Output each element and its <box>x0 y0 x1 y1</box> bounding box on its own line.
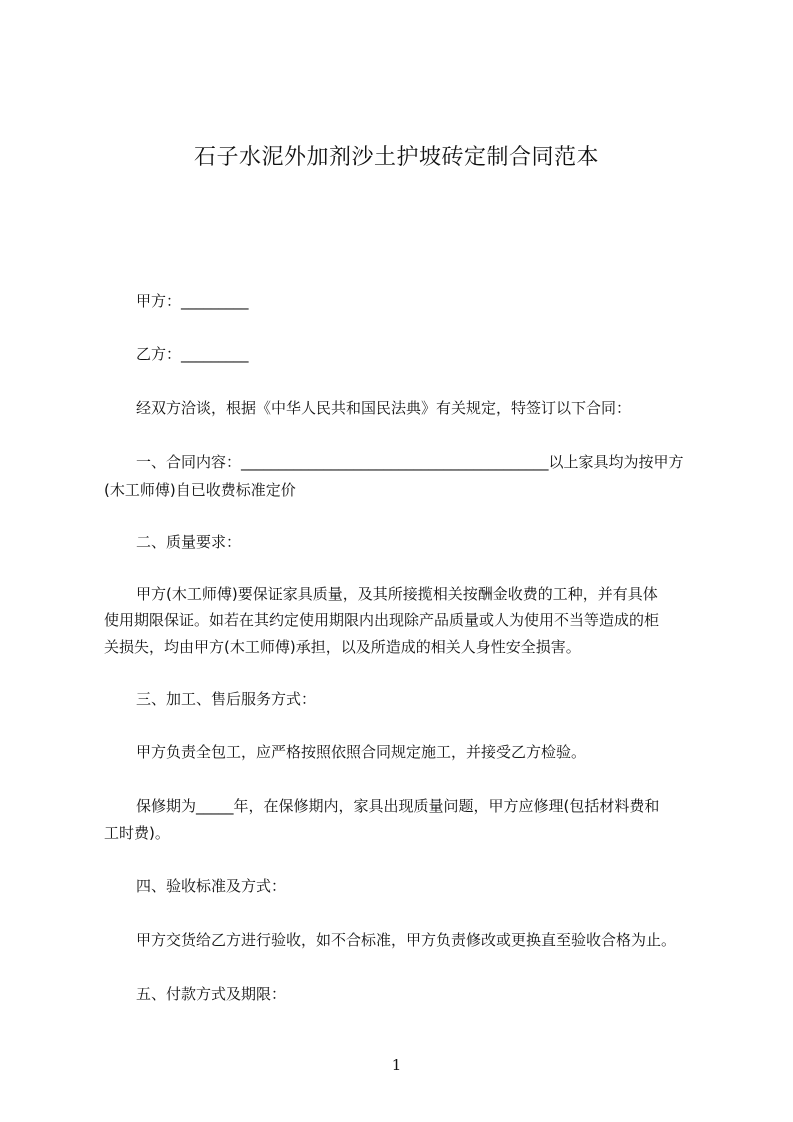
section3-heading: 三、加工、售后服务方式： <box>136 690 317 708</box>
section3-paragraph2-line1: 保修期为_____年，在保修期内，家具出现质量问题，甲方应修理(包括材料费和 <box>136 797 660 815</box>
section3-paragraph2-line2: 工时费)。 <box>104 824 170 842</box>
section2-heading: 二、质量要求： <box>136 533 242 551</box>
page-number: 1 <box>391 1056 402 1074</box>
party-b-line: 乙方：_________ <box>136 345 249 363</box>
section2-line1: 甲方(木工师傅)要保证家具质量，及其所接揽相关按酬金收费的工种，并有具体 <box>136 585 658 603</box>
section1-line1: 一、合同内容：_________________________________________以上家具均为按甲方 <box>136 453 684 471</box>
section4-paragraph: 甲方交货给乙方进行验收，如不合标准，甲方负责修改或更换直至验收合格为止。 <box>136 931 677 949</box>
section3-paragraph1: 甲方负责全包工，应严格按照依照合同规定施工，并接受乙方检验。 <box>136 743 587 761</box>
section1-line2: (木工师傅)自已收费标准定价 <box>104 481 296 499</box>
party-a-line: 甲方：_________ <box>136 292 249 310</box>
section5-heading: 五、付款方式及期限： <box>136 985 287 1003</box>
section4-heading: 四、验收标准及方式： <box>136 877 287 895</box>
intro-paragraph: 经双方洽谈，根据《中华人民共和国民法典》有关规定，特签订以下合同： <box>136 399 632 417</box>
section2-line3: 关损失，均由甲方(木工师傅)承担，以及所造成的相关人身性安全损害。 <box>104 638 581 656</box>
document-title: 石子水泥外加剂沙土护坡砖定制合同范本 <box>193 145 599 170</box>
section2-line2: 使用期限保证。如若在其约定使用期限内出现除产品质量或人为使用不当等造成的柜 <box>104 611 660 629</box>
